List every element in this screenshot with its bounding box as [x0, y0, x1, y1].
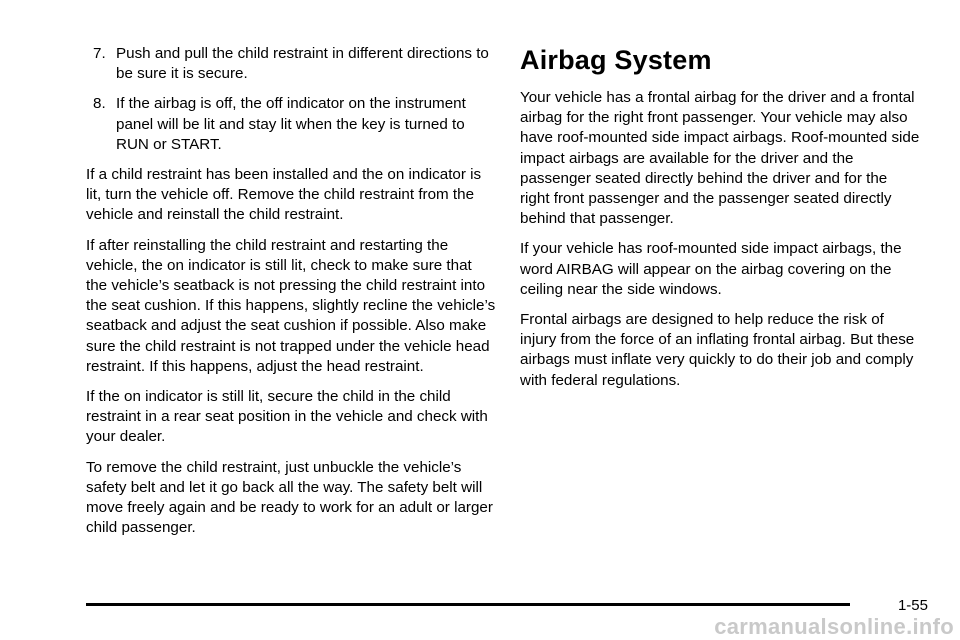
body-paragraph: If your vehicle has roof-mounted side impact airbags, the word AIRBAG will appear on the airbag covering on the ceiling near the side windows. — [520, 240, 902, 298]
body-paragraph: Your vehicle has a frontal airbag for the driver and a frontal airbag for the right front passenger. Your vehicle may also have roof-mounted side impact airbags. Roof-mounted side impact airbags are available for the driver and the passenger seated directly behind the driver and for the right front passenger and the passenger seated directly behind that passenger. — [520, 89, 920, 228]
step-number: 7. — [93, 45, 106, 62]
body-paragraph: To remove the child restraint, just unbuckle the vehicle’s safety belt and let it go back all the way. The safety belt will move freely again and be ready to work for an adult or larger child passenger. — [86, 458, 493, 537]
section-heading: Airbag System — [520, 45, 712, 75]
footer-rule — [86, 603, 850, 606]
body-paragraph: Frontal airbags are designed to help reduce the risk of injury from the force of an inflating frontal airbag. But these airbags must inflate very quickly to do their job and comply with federal regulations. — [520, 311, 915, 389]
step-item — [86, 44, 496, 84]
body-paragraph: If after reinstalling the child restraint and restarting the vehicle, the on indicator is still lit, check to make sure that the vehicle’s seatback is not pressing the child restraint into the seat cushion. If this happens, slightly recline the vehicle’s seatback and adjust the seat cushion if possible. Also make sure the child restraint is not trapped under the vehicle head restraint. If this happens, adjust the head restraint. — [86, 236, 496, 375]
left-column — [86, 44, 496, 548]
body-paragraph: If a child restraint has been installed and the on indicator is lit, turn the vehicle off. Remove the child restraint from the vehicle and reinstall the child restraint. — [86, 166, 482, 224]
page-number: 1-55 — [897, 597, 928, 614]
right-column — [520, 44, 920, 401]
step-number: 8. — [93, 95, 106, 113]
body-paragraph: If the on indicator is still lit, secure the child in the child restraint in a rear seat position in the vehicle and check with your dealer. — [86, 388, 488, 446]
step-text: Push and pull the child restraint in different directions to be sure it is secure. — [116, 45, 489, 83]
step-item — [86, 94, 496, 155]
watermark: carmanualsonline.info — [714, 614, 954, 639]
step-text: If the airbag is off, the off indicator on the instrument panel will be lit and stay lit when the key is turned to RUN or START. — [116, 95, 466, 153]
instruction-steps — [86, 44, 496, 155]
